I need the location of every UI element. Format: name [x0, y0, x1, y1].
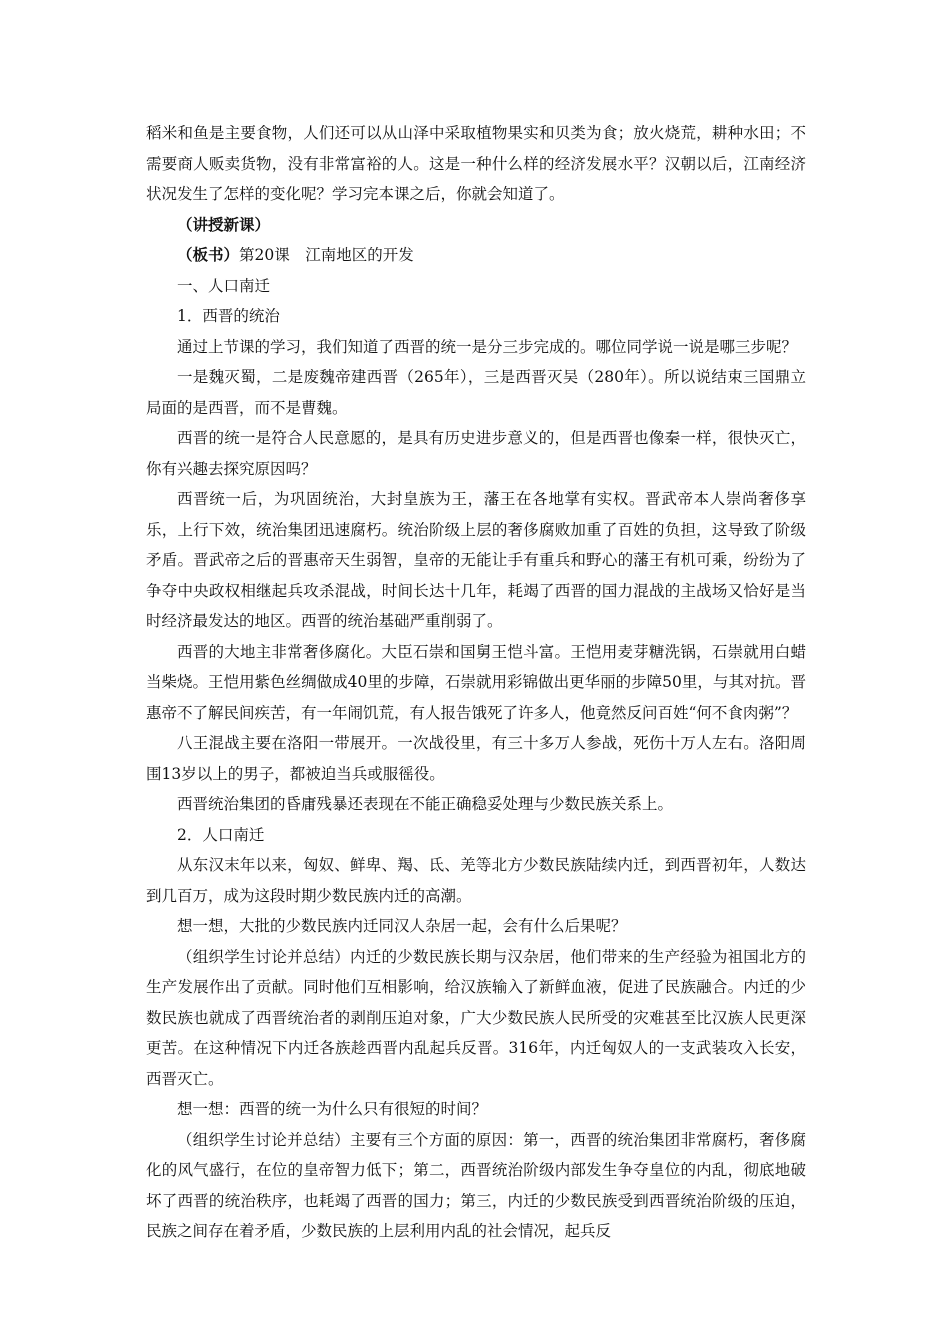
- paragraph: 想一想：西晋的统一为什么只有很短的时间？: [177, 1100, 488, 1118]
- document-body: [146, 118, 806, 1247]
- paragraph: （组织学生讨论并总结）主要有三个方面的原因：第一，西晋的统治集团非常腐朽，奢侈腐化的风气盛行，在位的皇帝智力低下；第二，西晋统治阶级内部发生争夺皇位的内乱，彻底地破坏了西晋的统治秩序，也耗竭了西晋的国力；第三，内迁的少数民族受到西晋统治阶级的压迫，民族之间存在着矛盾，少数民族的上层利用内乱的社会情况，起兵反: [146, 1130, 806, 1240]
- board-label: （板书）: [177, 245, 240, 264]
- paragraph-intro-continued: 稻米和鱼是主要食物，人们还可以从山泽中采取植物果实和贝类为食；放火烧荒，耕种水田；不需要商人贩卖货物，没有非常富裕的人。这是一种什么样的经济发展水平？汉朝以后，江南经济状况发生了怎样的变化呢？学习完本课之后，你就会知道了。: [146, 124, 806, 203]
- lesson-title: 第20课 江南地区的开发: [239, 246, 414, 264]
- subheading-population-migration: 2．人口南迁: [177, 825, 265, 844]
- section-heading-population: 一、人口南迁: [177, 276, 271, 295]
- paragraph: 西晋的统一是符合人民意愿的，是具有历史进步意义的，但是西晋也像秦一样，很快灭亡，你有兴趣去探究原因吗？: [146, 429, 806, 478]
- section-marker-new-lesson: （讲授新课）: [177, 214, 271, 234]
- paragraph: 西晋统一后，为巩固统治，大封皇族为王，藩王在各地掌有实权。晋武帝本人崇尚奢侈享乐，上行下效，统治集团迅速腐朽。统治阶级上层的奢侈腐败加重了百姓的负担，这导致了阶级矛盾。晋武帝之后的晋惠帝天生弱智，皇帝的无能让手有重兵和野心的藩王有机可乘，纷纷为了争夺中央政权相继起兵攻杀混战，时间长达十几年，耗竭了西晋的国力混战的主战场又恰好是当时经济最发达的地区。西晋的统治基础严重削弱了。: [146, 490, 806, 630]
- paragraph: 通过上节课的学习，我们知道了西晋的统一是分三步完成的。哪位同学说一说是哪三步呢？: [177, 337, 798, 356]
- paragraph: 西晋统治集团的昏庸残暴还表现在不能正确稳妥处理与少数民族关系上。: [177, 795, 674, 813]
- board-heading: [146, 240, 806, 271]
- paragraph: 从东汉末年以来，匈奴、鲜卑、羯、氐、羌等北方少数民族陆续内迁，到西晋初年，人数达到几百万，成为这段时期少数民族内迁的高潮。: [146, 856, 806, 905]
- paragraph: 八王混战主要在洛阳一带展开。一次战役里，有三十多万人参战，死伤十万人左右。洛阳周围13岁以上的男子，都被迫当兵或服徭役。: [146, 734, 806, 783]
- paragraph: 西晋的大地主非常奢侈腐化。大臣石崇和国舅王恺斗富。王恺用麦芽糖洗锅，石崇就用白蜡当柴烧。王恺用紫色丝绸做成40里的步障，石崇就用彩锦做出更华丽的步障50里，与其对抗。晋惠帝不了解民间疾苦，有一年闹饥荒，有人报告饿死了许多人，他竟然反问百姓“何不食肉粥”？: [146, 642, 806, 722]
- paragraph: （组织学生讨论并总结）内迁的少数民族长期与汉杂居，他们带来的生产经验为祖国北方的生产发展作出了贡献。同时他们互相影响，给汉族输入了新鲜血液，促进了民族融合。内迁的少数民族也就成了西晋统治者的剥削压迫对象，广大少数民族人民所受的灾难甚至比汉族人民更深更苦。在这种情况下内迁各族趁西晋内乱起兵反晋。316年，内迁匈奴人的一支武装攻入长安，西晋灭亡。: [146, 947, 806, 1088]
- paragraph: 一是魏灭蜀，二是废魏帝建西晋（265年），三是西晋灭吴（280年）。所以说结束三国鼎立局面的是西晋，而不是曹魏。: [146, 368, 806, 417]
- paragraph: 想一想，大批的少数民族内迁同汉人杂居一起，会有什么后果呢？: [177, 917, 627, 935]
- subheading-western-jin-rule: 1．西晋的统治: [177, 307, 280, 325]
